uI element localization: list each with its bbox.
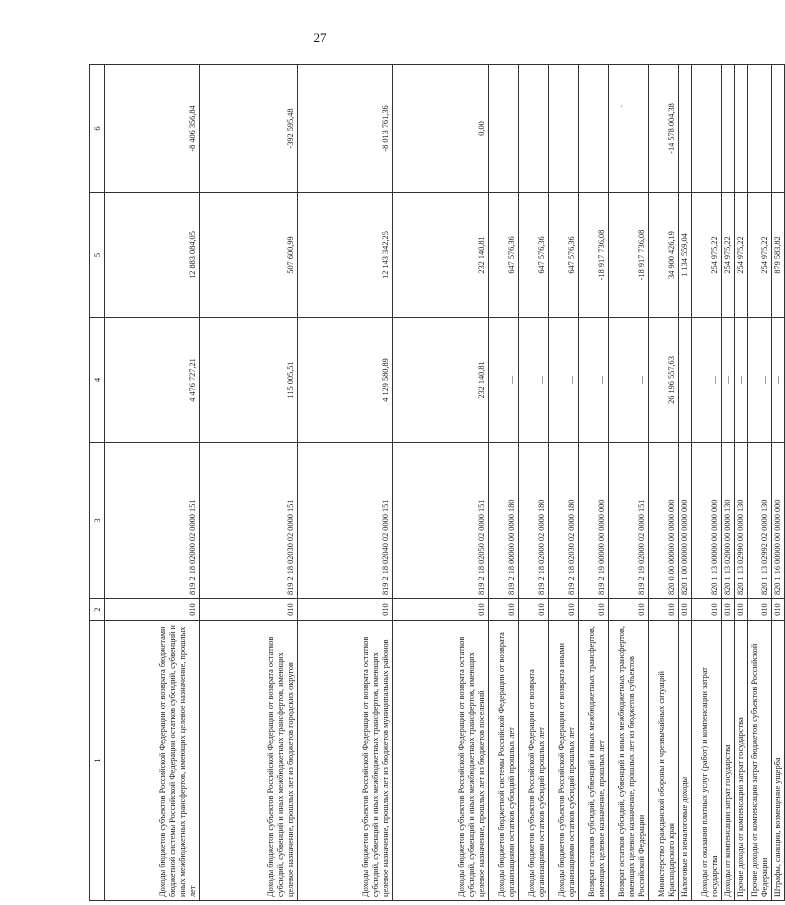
table-row	[609, 65, 649, 901]
stray-mark: ´	[620, 104, 623, 114]
row-budget-code-cell: 819 2 19 00000 00 0000 000	[579, 443, 609, 599]
table-row	[393, 65, 489, 901]
row-budget-code-cell: 819 2 18 00000 00 0000 180	[489, 443, 519, 599]
row-name-cell: Доходы бюджетов субъектов Российской Федерации от возврата остатков субсидий, субвенций и иных межбюджетных трансфертов, имеющих целевое назначение, прошлых лет из бюджетов муниципальных районов	[298, 621, 393, 901]
header-col-5: 5	[90, 193, 105, 318]
row-name-cell: Доходы бюджетов субъектов Российской Федерации от возврата остатков субсидий, субвенций и иных межбюджетных трансфертов, имеющих целевое назначение, прошлых лет из бюджетов городских округов	[200, 621, 298, 901]
row-col4-amount-cell	[679, 318, 692, 443]
table-row	[105, 65, 200, 901]
row-col4-amount-cell: —	[579, 318, 609, 443]
row-col6-amount-cell	[772, 65, 785, 193]
row-col6-amount-cell	[519, 65, 549, 193]
page-number: 27	[313, 30, 327, 45]
table-body	[105, 65, 785, 901]
row-col5-amount-cell: 12 143 342,25	[298, 193, 393, 318]
header-col-2: 2	[90, 599, 105, 621]
row-col6-amount-cell	[748, 65, 772, 193]
row-col5-amount-cell: 647 576,36	[549, 193, 579, 318]
row-col5-amount-cell: 647 576,36	[489, 193, 519, 318]
row-admin-code-cell: 010	[679, 599, 692, 621]
row-budget-code-cell: 820 1 13 02990 00 0000 130	[735, 443, 748, 599]
row-col5-amount-cell: 34 900 426,19	[649, 193, 679, 318]
row-budget-code-cell: 819 2 18 02000 02 0000 151	[105, 443, 200, 599]
row-col5-amount-cell: -18 917 736,08	[609, 193, 649, 318]
row-budget-code-cell: 819 2 18 02030 02 0000 180	[549, 443, 579, 599]
row-name-cell: Доходы бюджетов субъектов Российской Федерации от возврата иными организациями остатков субсидий прошлых лет	[549, 621, 579, 901]
row-col5-amount-cell: -18 917 736,08	[579, 193, 609, 318]
row-col6-amount-cell	[579, 65, 609, 193]
row-col5-amount-cell: 254 975,22	[748, 193, 772, 318]
row-name-cell: Налоговые и неналоговые доходы	[679, 621, 692, 901]
row-col6-amount-cell	[722, 65, 735, 193]
row-budget-code-cell: 819 2 18 02000 02 0000 180	[519, 443, 549, 599]
row-col6-amount-cell	[489, 65, 519, 193]
row-col6-amount-cell: -8 406 356,84	[105, 65, 200, 193]
row-budget-code-cell: 820 0 00 00000 00 0000 000	[649, 443, 679, 599]
row-col6-amount-cell	[679, 65, 692, 193]
row-col6-amount-cell	[735, 65, 748, 193]
row-budget-code-cell: 820 1 16 00000 00 0000 000	[772, 443, 785, 599]
row-col6-amount-cell: 0,00	[393, 65, 489, 193]
row-name-cell: Прочие доходы от компенсации затрат государства	[735, 621, 748, 901]
row-admin-code-cell: 010	[609, 599, 649, 621]
row-col4-amount-cell: —	[692, 318, 722, 443]
row-col4-amount-cell: —	[489, 318, 519, 443]
row-name-cell: Министерство гражданской обороны и чрезвычайных ситуаций Краснодарского края	[649, 621, 679, 901]
row-col5-amount-cell: 232 140,81	[393, 193, 489, 318]
row-admin-code-cell: 010	[200, 599, 298, 621]
table-row	[519, 65, 549, 901]
row-name-cell: Возврат остатков субсидий, субвенций и иных межбюджетных трансфертов, имеющих целевое назначение, прошлых лет из бюджетов субъектов Российской Федерации	[609, 621, 649, 901]
row-admin-code-cell: 010	[489, 599, 519, 621]
row-name-cell: Штрафы, санкции, возмещение ущерба	[772, 621, 785, 901]
row-name-cell: Доходы бюджетов субъектов Российской Федерации от возврата бюджетами бюджетной системы Российской Федерации остатков субсидий, субвенций и иных межбюджетных трансфертов, имеющих целевое назначение, прошлых лет	[105, 621, 200, 901]
row-col4-amount-cell: 4 129 580,89	[298, 318, 393, 443]
row-admin-code-cell: 010	[692, 599, 722, 621]
row-col4-amount-cell: —	[735, 318, 748, 443]
row-col4-amount-cell: 4 476 727,21	[105, 318, 200, 443]
header-col-6: 6	[90, 65, 105, 193]
row-col6-amount-cell	[609, 65, 649, 193]
table-row	[298, 65, 393, 901]
budget-revenue-table	[89, 64, 785, 901]
table-row	[489, 65, 519, 901]
table-row	[549, 65, 579, 901]
table-row	[722, 65, 735, 901]
row-budget-code-cell: 820 1 13 00000 00 0000 000	[692, 443, 722, 599]
row-col6-amount-cell	[692, 65, 722, 193]
rotated-table-frame	[89, 65, 783, 901]
row-col4-amount-cell: —	[748, 318, 772, 443]
row-budget-code-cell: 820 1 00 00000 00 0000 000	[679, 443, 692, 599]
header-col-3: 3	[90, 443, 105, 599]
row-admin-code-cell: 010	[748, 599, 772, 621]
row-budget-code-cell: 820 1 13 02992 02 0000 130	[748, 443, 772, 599]
row-col6-amount-cell: -8 013 761,36	[298, 65, 393, 193]
table-row	[748, 65, 772, 901]
budget-table-container	[89, 65, 783, 901]
row-col4-amount-cell: —	[609, 318, 649, 443]
row-col4-amount-cell: —	[549, 318, 579, 443]
row-col6-amount-cell	[549, 65, 579, 193]
row-admin-code-cell: 010	[105, 599, 200, 621]
table-row	[772, 65, 785, 901]
row-col4-amount-cell: 26 196 557,63	[649, 318, 679, 443]
row-budget-code-cell: 819 2 18 02030 02 0000 151	[200, 443, 298, 599]
row-admin-code-cell: 010	[393, 599, 489, 621]
row-col5-amount-cell: 647 576,36	[519, 193, 549, 318]
row-admin-code-cell: 010	[519, 599, 549, 621]
row-name-cell: Доходы бюджетов субъектов Российской Федерации от возврата остатков субсидий, субвенций и иных межбюджетных трансфертов, имеющих целевое назначение, прошлых лет из бюджетов поселений	[393, 621, 489, 901]
table-row	[579, 65, 609, 901]
header-col-4: 4	[90, 318, 105, 443]
row-budget-code-cell: 819 2 18 02040 02 0000 151	[298, 443, 393, 599]
row-col5-amount-cell: 1 134 559,04	[679, 193, 692, 318]
table-row	[735, 65, 748, 901]
table-row	[692, 65, 722, 901]
table-row	[649, 65, 679, 901]
row-col5-amount-cell: 254 975,22	[692, 193, 722, 318]
row-col6-amount-cell: -14 578 004,38	[649, 65, 679, 193]
row-name-cell: Доходы от компенсации затрат государства	[722, 621, 735, 901]
row-name-cell: Возврат остатков субсидий, субвенций и иных межбюджетных трансфертов, имеющих целевое назначение, прошлых лет	[579, 621, 609, 901]
row-admin-code-cell: 010	[772, 599, 785, 621]
row-name-cell: Прочие доходы от компенсации затрат бюджетов субъектов Российской Федерации	[748, 621, 772, 901]
table-row	[679, 65, 692, 901]
row-admin-code-cell: 010	[298, 599, 393, 621]
row-col4-amount-cell: —	[772, 318, 785, 443]
row-admin-code-cell: 010	[722, 599, 735, 621]
row-budget-code-cell: 819 2 18 02050 02 0000 151	[393, 443, 489, 599]
row-budget-code-cell: 819 2 19 02000 02 0000 151	[609, 443, 649, 599]
header-col-1: 1	[90, 621, 105, 901]
row-name-cell: Доходы бюджетов субъектов Российской Федерации от возврата организациями остатков субсидий прошлых лет	[519, 621, 549, 901]
row-admin-code-cell: 010	[549, 599, 579, 621]
row-col4-amount-cell: 115 005,51	[200, 318, 298, 443]
row-col5-amount-cell: 879 583,82	[772, 193, 785, 318]
row-col5-amount-cell: 254 975,22	[722, 193, 735, 318]
row-admin-code-cell: 010	[649, 599, 679, 621]
header-row	[90, 65, 105, 901]
row-col4-amount-cell: —	[722, 318, 735, 443]
row-col6-amount-cell: -392 595,48	[200, 65, 298, 193]
row-col5-amount-cell: 507 600,99	[200, 193, 298, 318]
table-row	[200, 65, 298, 901]
row-name-cell: Доходы от оказания платных услуг (работ) и компенсации затрат государства	[692, 621, 722, 901]
row-admin-code-cell: 010	[579, 599, 609, 621]
row-col5-amount-cell: 12 883 084,05	[105, 193, 200, 318]
row-budget-code-cell: 820 1 13 02000 00 0000 130	[722, 443, 735, 599]
row-col4-amount-cell: —	[519, 318, 549, 443]
row-admin-code-cell: 010	[735, 599, 748, 621]
row-col5-amount-cell: 254 975,22	[735, 193, 748, 318]
row-col4-amount-cell: 232 140,81	[393, 318, 489, 443]
row-name-cell: Доходы бюджетов бюджетной системы Российской Федерации от возврата организациями остатков субсидий прошлых лет	[489, 621, 519, 901]
